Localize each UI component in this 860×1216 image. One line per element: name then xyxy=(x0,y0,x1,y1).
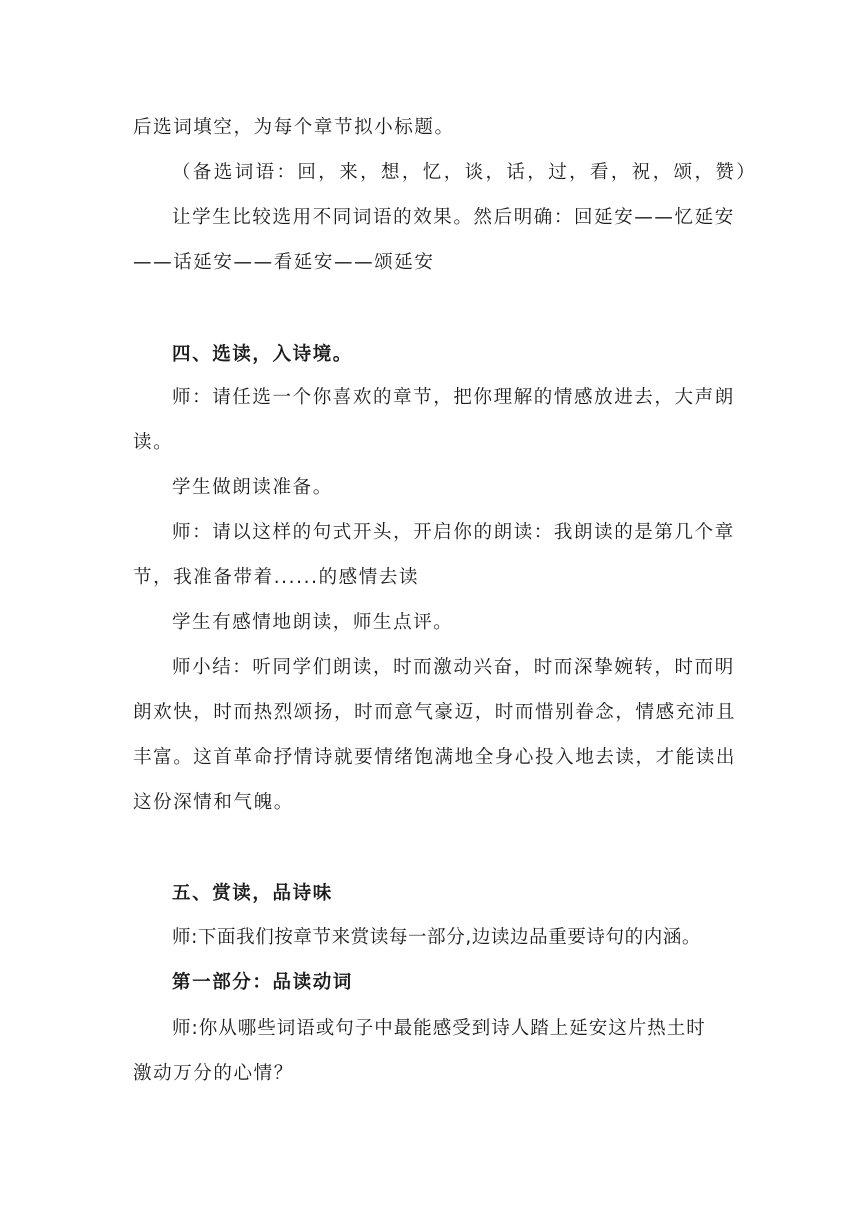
subsection-heading: 第一部分：品读动词 xyxy=(172,972,353,993)
paragraph-line: 这份深情和气魄。 xyxy=(133,792,294,813)
paragraph-line: 学生做朗读准备。 xyxy=(172,477,333,498)
paragraph-line: ——话延安——看延安——颂延安 xyxy=(133,252,435,273)
paragraph-line: 后选词填空，为每个章节拟小标题。 xyxy=(133,117,455,138)
paragraph-line: 师小结：听同学们朗读，时而激动兴奋，时而深挚婉转，时而明 xyxy=(172,657,735,678)
paragraph-line: 激动万分的心情？ xyxy=(133,1063,294,1084)
paragraph-line: 丰富。这首革命抒情诗就要情绪饱满地全身心投入地去读，才能读出 xyxy=(133,747,737,768)
paragraph-line: 师:你从哪些词语或句子中最能感受到诗人踏上延安这片热土时 xyxy=(172,1018,706,1039)
section-heading-4: 四、选读，入诗境。 xyxy=(172,344,353,365)
paragraph-line: 读。 xyxy=(133,432,174,453)
paragraph-line: 朗欢快，时而热烈颂扬，时而意气豪迈，时而惜别眷念，情感充沛且 xyxy=(133,702,737,723)
paragraph-line: 学生有感情地朗读，师生点评。 xyxy=(172,612,454,633)
paragraph-line: 师：请以这样的句式开头，开启你的朗读：我朗读的是第几个章 xyxy=(172,522,735,543)
paragraph-line: 让学生比较选用不同词语的效果。然后明确：回延安——忆延安 xyxy=(172,207,735,228)
paragraph-line: 节，我准备带着......的感情去读 xyxy=(133,567,420,588)
paragraph-line: 师:下面我们按章节来赏读每一部分,边读边品重要诗句的内涵。 xyxy=(172,927,702,948)
word-bank-line: （备选词语：回，来，想，忆，谈，话，过，看，祝，颂，赞） xyxy=(172,162,758,183)
section-heading-5: 五、赏读，品诗味 xyxy=(172,883,333,904)
paragraph-line: 师：请任选一个你喜欢的章节，把你理解的情感放进去，大声朗 xyxy=(172,387,735,408)
